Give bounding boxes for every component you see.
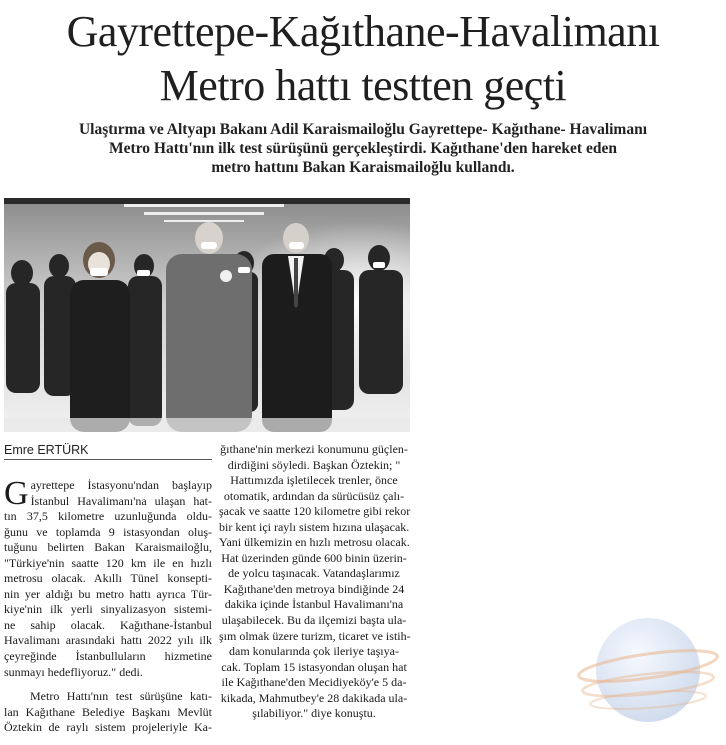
article-line: tuğunu belirten Bakan Karaismailoğlu, bbox=[4, 540, 212, 555]
article-line: "Türkiye'nin saatte 120 km ile en hızlı bbox=[4, 555, 212, 570]
article-line: dakika içinde İstanbul Havalimanı'na bbox=[224, 597, 404, 612]
article-line: Hat üzerinden günde 600 binin üzerin- bbox=[221, 550, 407, 565]
news-photo bbox=[4, 198, 410, 432]
article-line: kiye'nin ilk yerli sinyalizasyon sistemi- bbox=[4, 602, 212, 617]
article-line: otomatik, ardından da sürücüsüz çalı- bbox=[223, 488, 405, 503]
article-line: bir kent içi raylı sistem hızına ulaşacak. bbox=[219, 519, 410, 534]
lede-line-1: Ulaştırma ve Altyapı Bakanı Adil Karaismailoğlu Gayrettepe- Kağıthane- Havalimanı bbox=[78, 121, 648, 138]
headline bbox=[0, 6, 726, 112]
byline-divider bbox=[4, 459, 212, 460]
article-line: sunmayı hedefliyoruz." dedi. bbox=[4, 664, 143, 679]
article-line: dirdiğini söyledi. Başkan Öztekin; " bbox=[227, 457, 401, 472]
article-line: şılabiliyor." diye konuştu. bbox=[252, 706, 376, 721]
dropcap: G bbox=[4, 475, 29, 512]
article-line: çeyreğinde İstanbulluların hizmetine bbox=[4, 649, 212, 664]
article-line: şacak ve saatte 120 kilometre gibi rekor bbox=[219, 504, 411, 519]
article-line: cak. Toplam 15 istasyondan oluşan hat bbox=[221, 659, 407, 674]
article-line: Yani ülkemizin en hızlı metrosu olacak. bbox=[219, 535, 410, 550]
article-line: Kağıthane'den metroya bindiğinde 24 bbox=[223, 581, 405, 596]
article-line: ile Kağıthane'den Mecidiyeköy'e 5 da- bbox=[221, 675, 407, 690]
headline-line-2: Metro hattı testten geçti bbox=[159, 61, 567, 110]
article-line: dam konularında çok ileriye taşıya- bbox=[229, 644, 399, 659]
byline: Emre ERTÜRK bbox=[4, 443, 89, 457]
globe-logo-icon bbox=[576, 600, 724, 740]
article-line: Havalimanı arasındaki hattı 2022 yılı ilk bbox=[4, 633, 212, 648]
lede-line-2: Metro Hattı'nın ilk test sürüşünü gerçekleştirdi. Kağıthane'den hareket eden bbox=[109, 140, 617, 157]
article-line: şım olmak üzere turizm, ticaret ve istih- bbox=[219, 628, 411, 643]
article-line: İstanbul Havalimanı'na ulaşan hat- bbox=[30, 493, 212, 508]
article-line: Öztekin de raylı sistem projeleriyle Ka- bbox=[4, 720, 212, 735]
article-line: de yolcu taşınacak. Vatandaşlarımız bbox=[228, 566, 400, 581]
article-line: ne sahip olacak. Kağıthane-İstanbul bbox=[4, 617, 212, 632]
article-line: tın 37,5 kilometre uzunluğunda oldu- bbox=[4, 509, 212, 524]
article-line: kikada, Mahmutbey'e 28 dakikada ula- bbox=[220, 690, 408, 705]
article-column-2 bbox=[219, 442, 409, 722]
article-line: nin yer aldığı bu metro hattı ayrıca Tür- bbox=[4, 586, 212, 601]
article-line: metrosu olacak. Akıllı Tünel konsepti- bbox=[4, 571, 212, 586]
article-line: Hattımızda işletilecek trenler, önce bbox=[230, 473, 398, 488]
article-column-1 bbox=[4, 475, 212, 736]
article-line: ğunu ve toplamda 9 istasyondan oluş- bbox=[4, 524, 212, 539]
lede bbox=[0, 120, 726, 177]
lede-line-3: metro hattını Bakan Karaismailoğlu kullandı. bbox=[211, 159, 515, 176]
article-line: ulaşabilecek. Bu da ilçemizi başta ula- bbox=[221, 613, 407, 628]
article-line: ayrettepe İstasyonu'ndan başlayıp bbox=[30, 478, 212, 492]
article-line: lan Kağıthane Belediye Başkanı Mevlüt bbox=[4, 704, 212, 719]
article-line: Metro Hattı'nın test sürüşüne katı- bbox=[30, 689, 212, 704]
headline-line-1: Gayrettepe-Kağıthane-Havalimanı bbox=[66, 7, 660, 56]
article-line: ğıthane'nin merkezi konumunu güçlen- bbox=[220, 442, 408, 456]
